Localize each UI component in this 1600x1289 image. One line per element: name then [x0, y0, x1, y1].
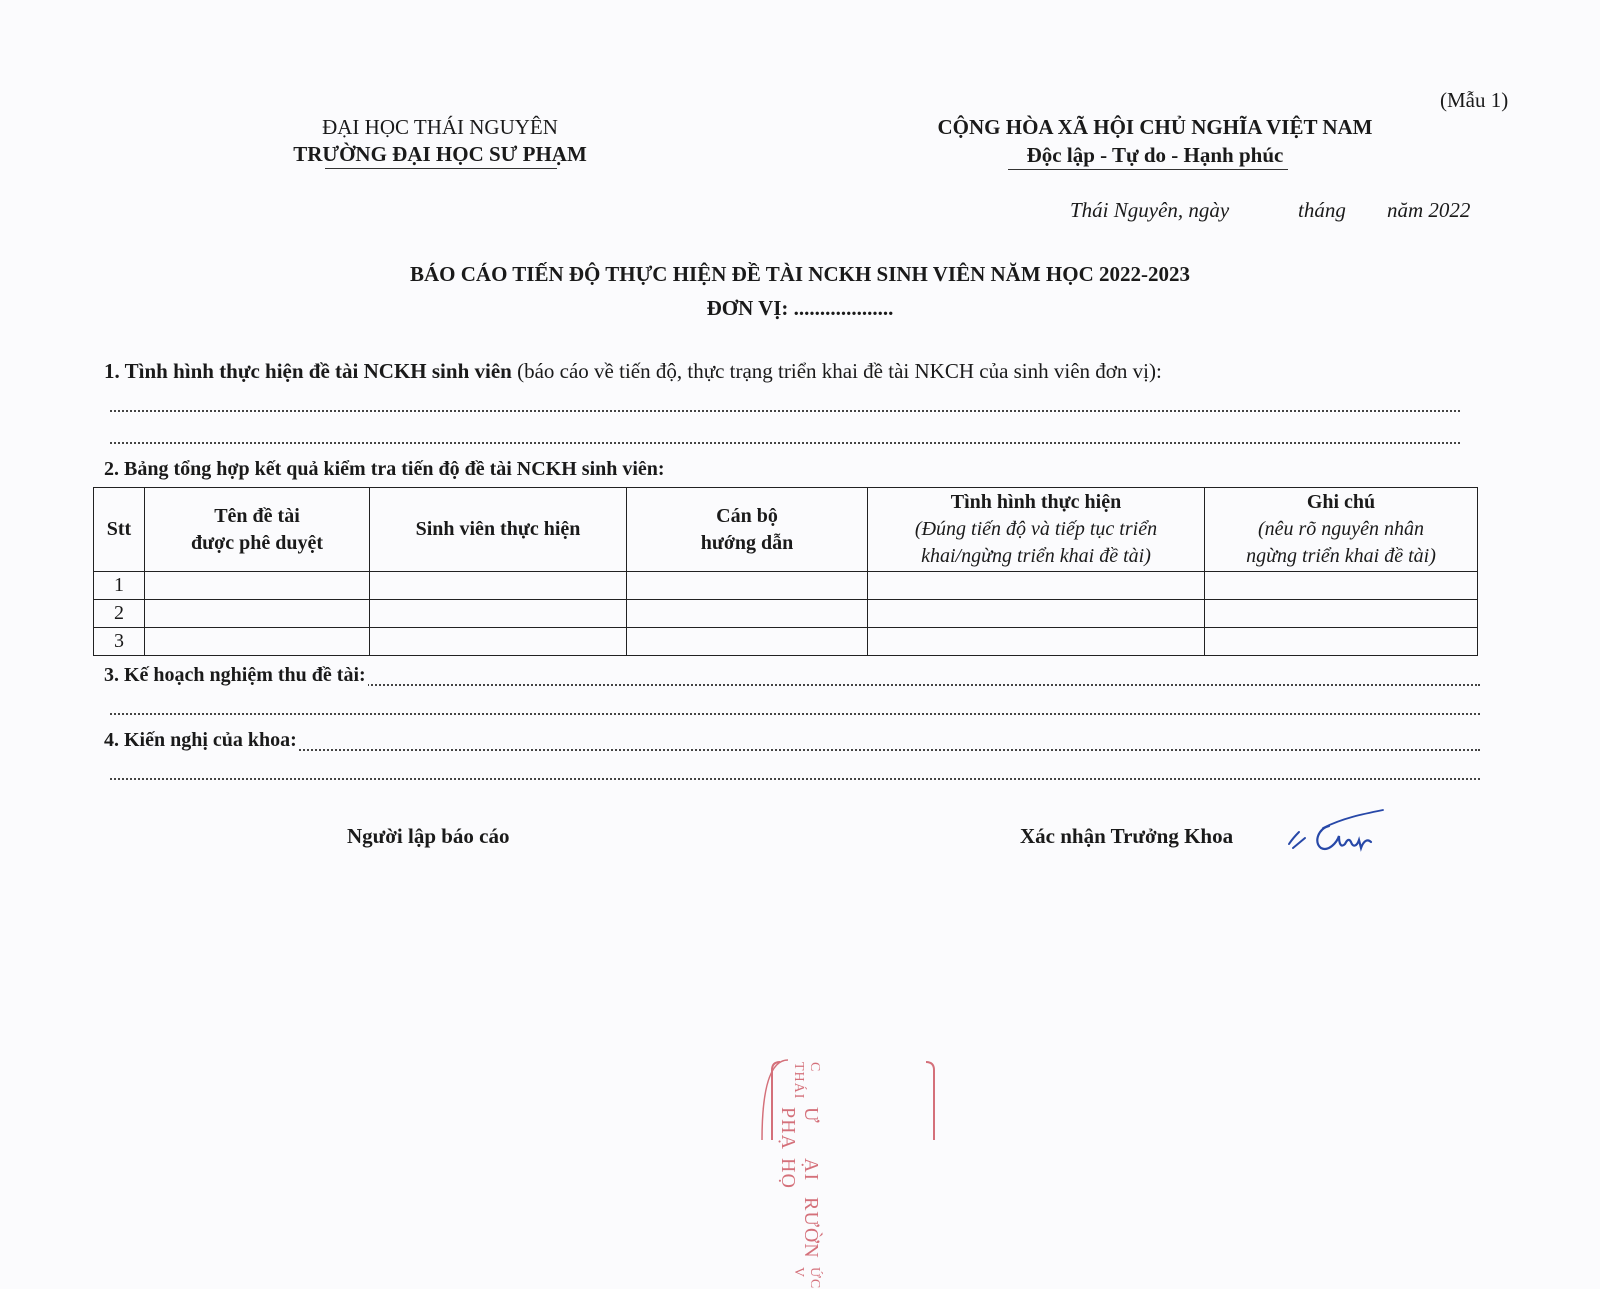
section-1-heading: 1. Tình hình thực hiện đề tài NCKH sinh viên	[104, 359, 512, 383]
cell-students	[370, 572, 627, 600]
fill-line	[110, 713, 1480, 715]
table-row	[94, 628, 1478, 656]
reporter-label: Người lập báo cáo	[347, 824, 510, 848]
national-title: CỘNG HÒA XÃ HỘI CHỦ NGHĨA VIỆT NAM	[937, 115, 1373, 139]
row-stt: 3	[94, 628, 145, 656]
cell-topic	[145, 572, 370, 600]
header-topic: Tên đề tài được phê duyệt	[145, 488, 370, 572]
stamp-text: Ư PHẠ	[777, 1107, 822, 1151]
handwritten-signature	[1283, 808, 1393, 858]
university-name: ĐẠI HỌC THÁI NGUYÊN	[322, 115, 558, 139]
cell-status	[868, 572, 1205, 600]
dean-confirmation-label: Xác nhận Trưởng Khoa	[1020, 824, 1234, 848]
progress-table	[93, 487, 1478, 656]
official-stamp	[758, 1060, 948, 1289]
table-header-row	[94, 488, 1478, 572]
fill-line	[300, 684, 1480, 686]
right-header-underline	[1008, 169, 1288, 170]
table-row	[94, 572, 1478, 600]
section-1-note: (báo cáo về tiến độ, thực trạng triển khai đề tài NKCH của sinh viên đơn vị):	[511, 359, 1162, 383]
header-students: Sinh viên thực hiện	[370, 488, 627, 572]
cell-note	[1205, 628, 1478, 656]
date-year: năm 2022	[1387, 198, 1471, 222]
date-month: tháng	[1298, 198, 1346, 222]
fill-line	[110, 778, 1480, 780]
fill-line	[260, 749, 1480, 751]
date-place-day: Thái Nguyên, ngày	[1070, 198, 1230, 222]
section-1	[104, 359, 1162, 384]
header-note: Ghi chú (nêu rõ nguyên nhân ngừng triển khai đề tài)	[1205, 488, 1478, 572]
cell-advisor	[627, 628, 868, 656]
report-title: BÁO CÁO TIẾN ĐỘ THỰC HIỆN ĐỀ TÀI NCKH SINH VIÊN NĂM HỌC 2022-2023	[409, 262, 1190, 286]
row-stt: 2	[94, 600, 145, 628]
form-code: (Mẫu 1)	[1440, 88, 1509, 112]
cell-advisor	[627, 572, 868, 600]
cell-note	[1205, 600, 1478, 628]
cell-topic	[145, 600, 370, 628]
cell-note	[1205, 572, 1478, 600]
table-row	[94, 600, 1478, 628]
stamp-text: ẠI HỌ	[777, 1158, 822, 1190]
cell-topic	[145, 628, 370, 656]
section-2-heading: 2. Bảng tổng hợp kết quả kiểm tra tiến độ đề tài NCKH sinh viên:	[104, 458, 665, 480]
cell-status	[868, 628, 1205, 656]
header-stt: Stt	[94, 488, 145, 572]
cell-students	[370, 628, 627, 656]
header-advisor: Cán bộ hướng dẫn	[627, 488, 868, 572]
fill-line	[110, 410, 1460, 412]
stamp-text: C THÁI	[791, 1062, 822, 1100]
cell-advisor	[627, 600, 868, 628]
fill-line	[110, 442, 1460, 444]
left-header-underline	[325, 168, 557, 169]
school-name: TRƯỜNG ĐẠI HỌC SƯ PHẠM	[293, 142, 587, 166]
stamp-text: RƯỜN	[800, 1197, 822, 1260]
cell-status	[868, 600, 1205, 628]
stamp-text: ỨC V	[791, 1267, 822, 1289]
national-motto: Độc lập - Tự do - Hạnh phúc	[1026, 143, 1284, 167]
unit-line: ĐƠN VỊ: ...................	[706, 296, 894, 320]
section-4-heading: 4. Kiến nghị của khoa:	[104, 729, 297, 751]
row-stt: 1	[94, 572, 145, 600]
header-status: Tình hình thực hiện (Đúng tiến độ và tiếp tục triển khai/ngừng triển khai đề tài)	[868, 488, 1205, 572]
cell-students	[370, 600, 627, 628]
section-3-heading: 3. Kế hoạch nghiệm thu đề tài:	[104, 664, 366, 686]
